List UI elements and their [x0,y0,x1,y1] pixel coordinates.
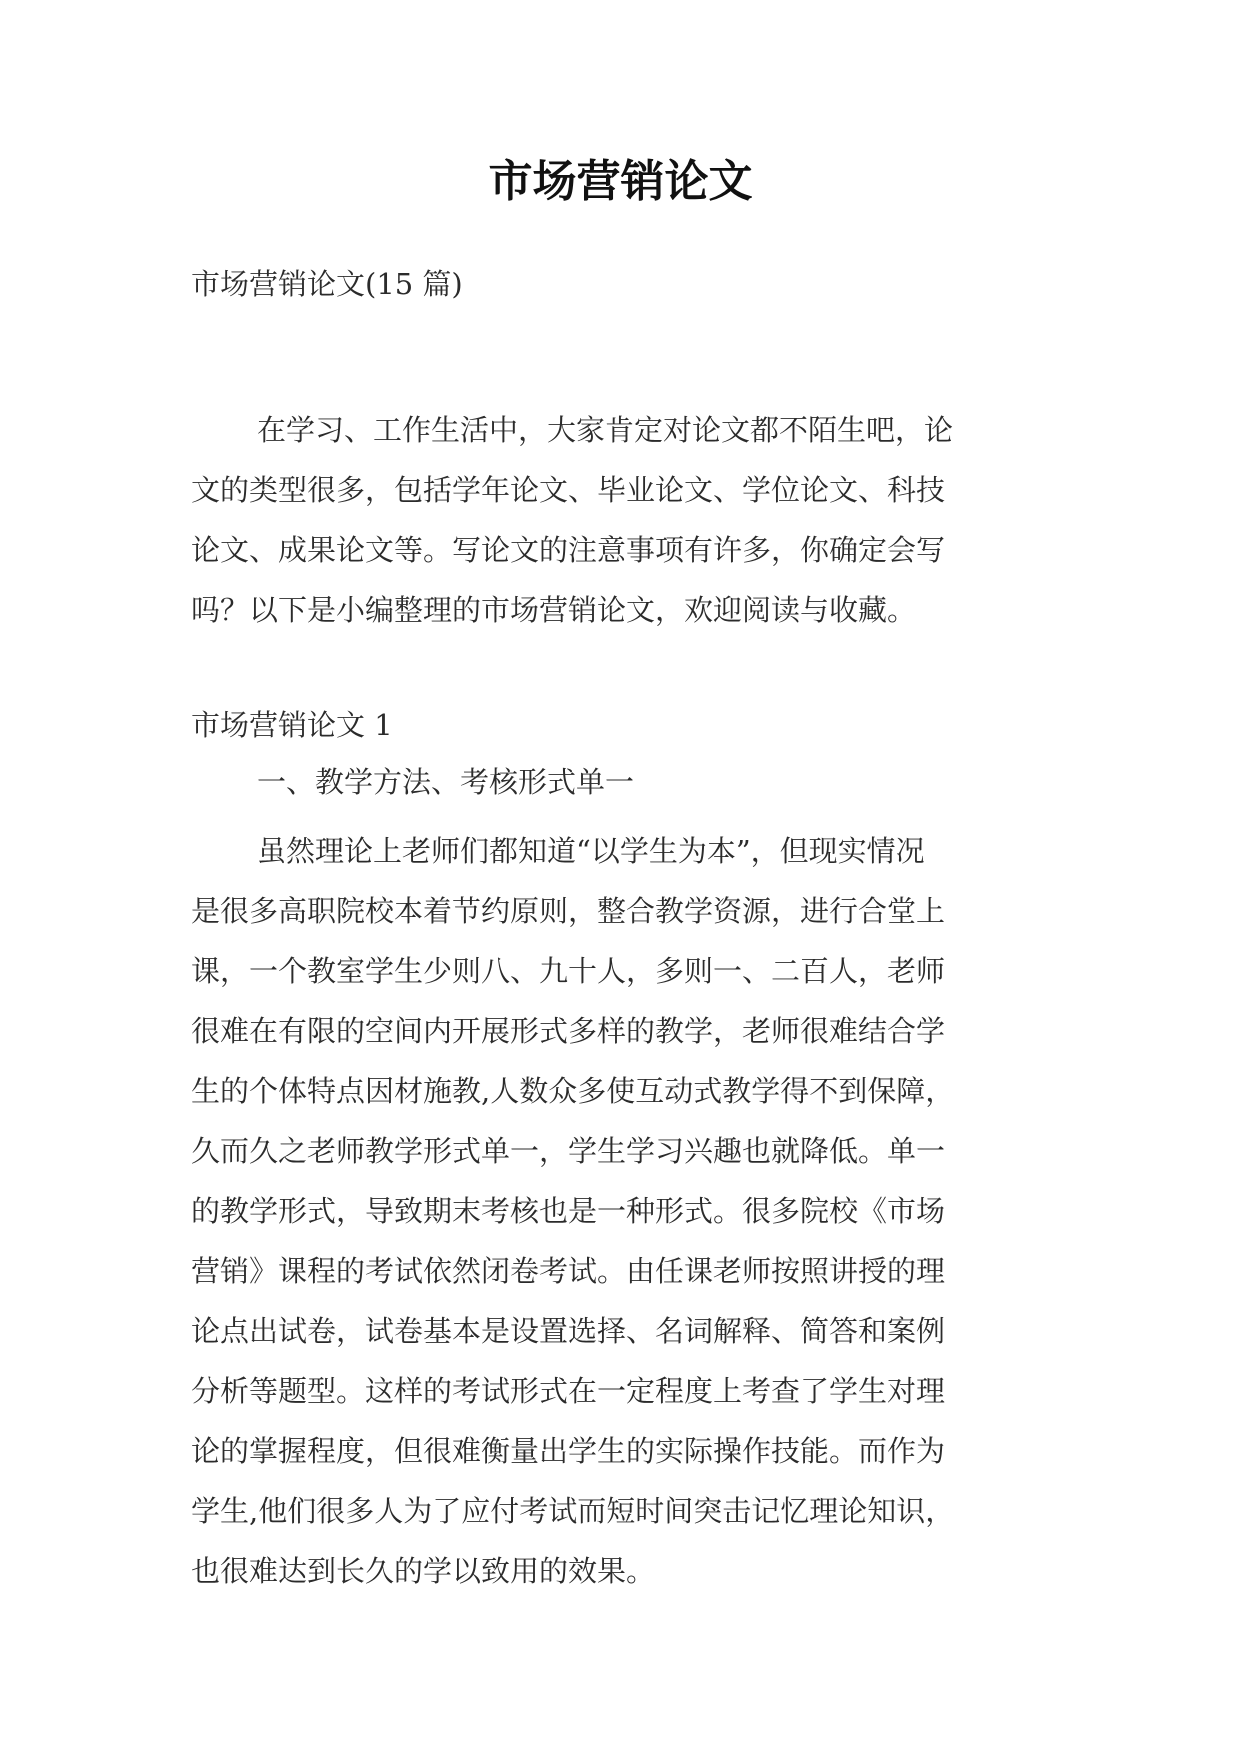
body-line: 分析等题型。这样的考试形式在一定程度上考查了学生对理 [191,1374,946,1408]
body-line: 是很多高职院校本着节约原则，整合教学资源，进行合堂上 [191,894,946,928]
section-title: 市场营销论文 1 [191,708,393,742]
section-heading: 一、教学方法、考核形式单一 [257,765,635,799]
document-subtitle: 市场营销论文(15 篇) [191,267,463,301]
body-line: 营销》课程的考试依然闭卷考试。由任课老师按照讲授的理 [191,1254,946,1288]
intro-line: 在学习、工作生活中，大家肯定对论文都不陌生吧，论 [257,413,954,447]
intro-line: 吗？以下是小编整理的市场营销论文，欢迎阅读与收藏。 [191,593,917,627]
body-line: 的教学形式，导致期末考核也是一种形式。很多院校《市场 [191,1194,946,1228]
body-line: 也很难达到长久的学以致用的效果。 [191,1554,656,1588]
intro-line: 文的类型很多，包括学年论文、毕业论文、学位论文、科技 [191,473,946,507]
body-line: 课，一个教室学生少则八、九十人，多则一、二百人，老师 [191,954,946,988]
body-line: 论的掌握程度，但很难衡量出学生的实际操作技能。而作为 [191,1434,946,1468]
body-line: 久而久之老师教学形式单一，学生学习兴趣也就降低。单一 [191,1134,946,1168]
intro-line: 论文、成果论文等。写论文的注意事项有许多，你确定会写 [191,533,946,567]
body-line: 学生,他们很多人为了应付考试而短时间突击记忆理论知识， [191,1494,955,1528]
body-line: 虽然理论上老师们都知道“以学生为本”，但现实情况 [257,834,925,868]
document-title: 市场营销论文 [488,156,753,207]
body-line: 生的个体特点因材施教,人数众多使互动式教学得不到保障， [191,1074,955,1108]
body-paragraph [191,821,1051,1601]
body-line: 论点出试卷，试卷基本是设置选择、名词解释、简答和案例 [191,1314,946,1348]
body-line: 很难在有限的空间内开展形式多样的教学，老师很难结合学 [191,1014,946,1048]
